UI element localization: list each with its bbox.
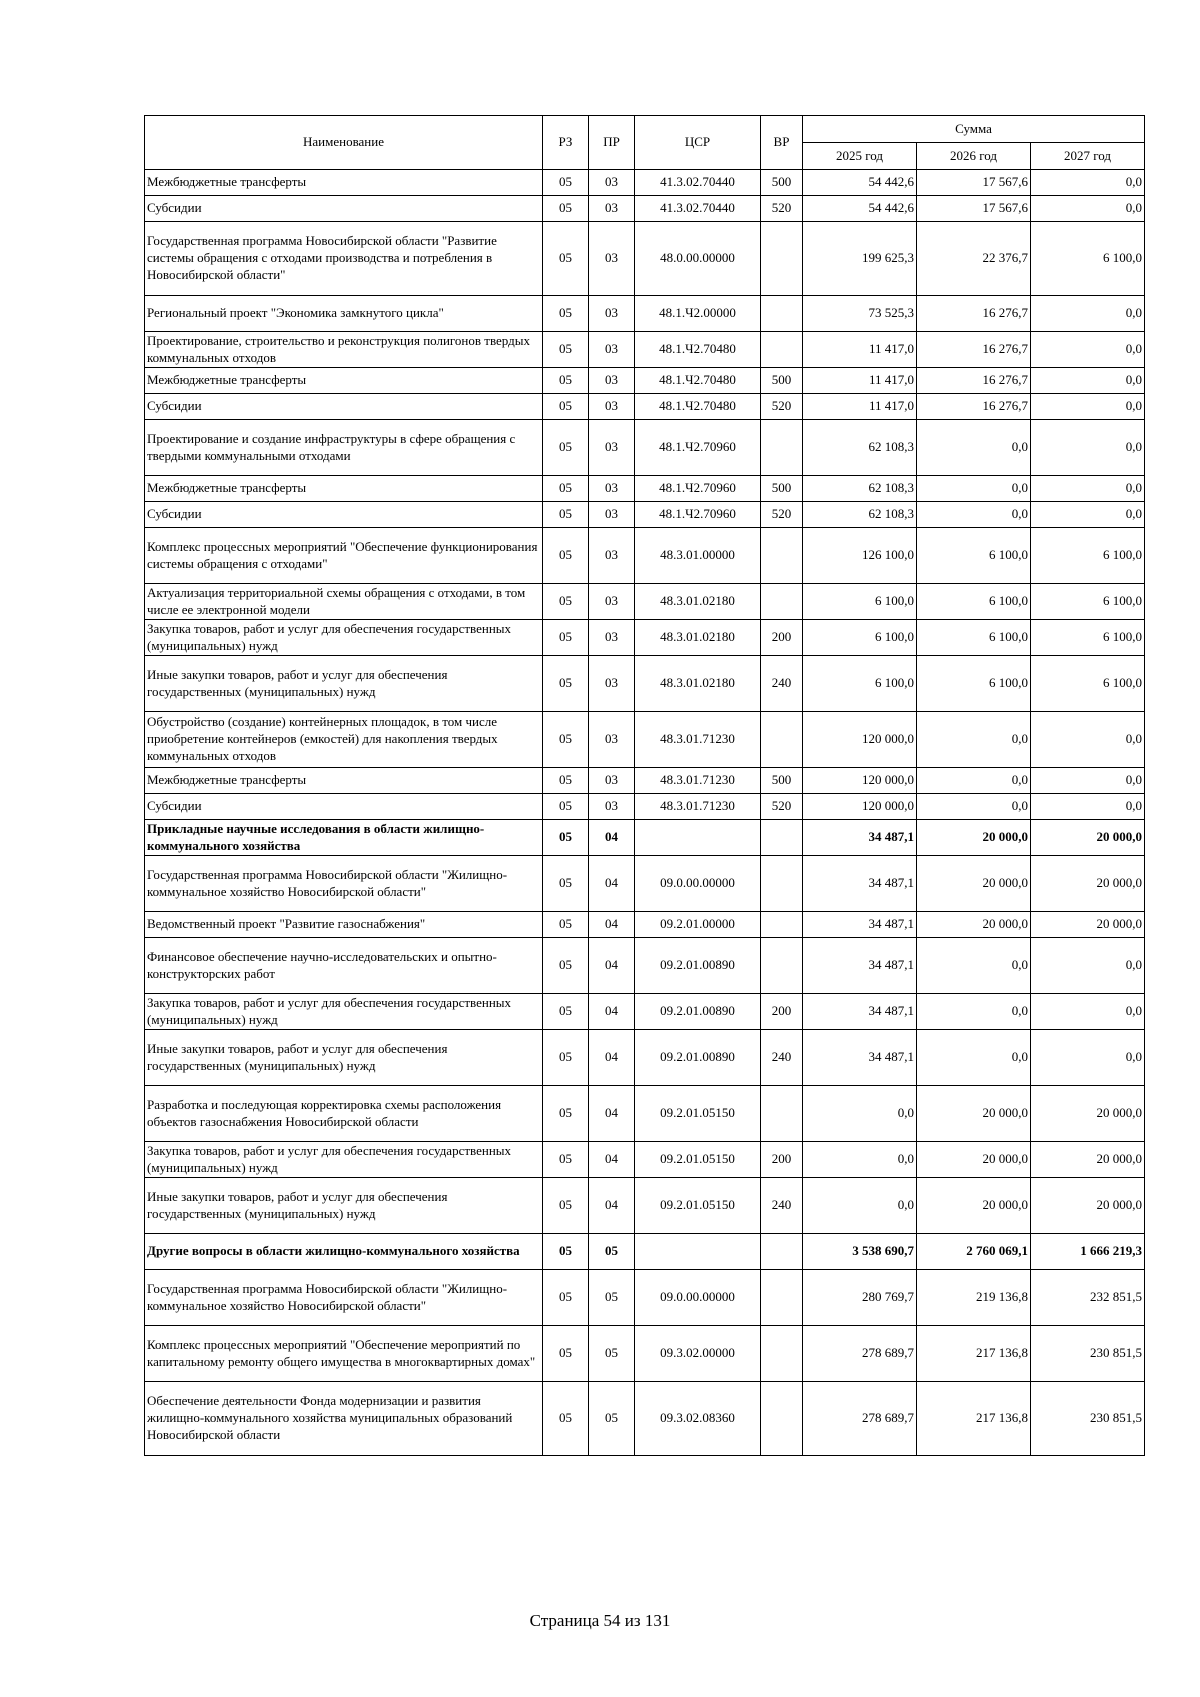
table-row xyxy=(145,912,1145,938)
row-sum-2026: 20 000,0 xyxy=(917,1142,1031,1178)
row-vr xyxy=(761,528,803,584)
row-sum-2027: 20 000,0 xyxy=(1031,856,1145,912)
row-sum-2025: 62 108,3 xyxy=(803,420,917,476)
row-sum-2027: 0,0 xyxy=(1031,368,1145,394)
row-vr: 500 xyxy=(761,368,803,394)
row-pr: 03 xyxy=(589,394,635,420)
row-csr: 09.3.02.00000 xyxy=(635,1326,761,1382)
row-csr: 48.3.01.71230 xyxy=(635,794,761,820)
table-row xyxy=(145,476,1145,502)
row-pr: 04 xyxy=(589,1142,635,1178)
row-csr: 48.1.Ч2.70960 xyxy=(635,502,761,528)
table-row xyxy=(145,1030,1145,1086)
row-name: Разработка и последующая корректировка схемы расположения объектов газоснабжения Новосибирской области xyxy=(145,1086,543,1142)
row-csr: 48.3.01.02180 xyxy=(635,656,761,712)
row-sum-2026: 20 000,0 xyxy=(917,912,1031,938)
row-csr: 09.2.01.00000 xyxy=(635,912,761,938)
row-pr: 03 xyxy=(589,222,635,296)
row-name: Проектирование, строительство и реконструкция полигонов твердых коммунальных отходов xyxy=(145,332,543,368)
row-sum-2027: 230 851,5 xyxy=(1031,1382,1145,1456)
row-sum-2027: 0,0 xyxy=(1031,196,1145,222)
row-sum-2026: 20 000,0 xyxy=(917,1178,1031,1234)
row-sum-2026: 16 276,7 xyxy=(917,332,1031,368)
row-rz: 05 xyxy=(543,584,589,620)
row-sum-2025: 278 689,7 xyxy=(803,1382,917,1456)
row-csr: 48.3.01.00000 xyxy=(635,528,761,584)
row-csr: 41.3.02.70440 xyxy=(635,196,761,222)
table-row xyxy=(145,656,1145,712)
row-vr: 200 xyxy=(761,994,803,1030)
table-header-row xyxy=(145,116,1145,143)
row-vr xyxy=(761,1270,803,1326)
header-pr: ПР xyxy=(589,116,635,170)
row-name: Обеспечение деятельности Фонда модернизации и развития жилищно-коммунального хозяйства муниципальных образований Новосибирской области xyxy=(145,1382,543,1456)
table-row xyxy=(145,856,1145,912)
row-name: Финансовое обеспечение научно-исследовательских и опытно-конструкторских работ xyxy=(145,938,543,994)
row-name: Иные закупки товаров, работ и услуг для обеспечения государственных (муниципальных) нужд xyxy=(145,1178,543,1234)
row-sum-2026: 16 276,7 xyxy=(917,368,1031,394)
row-name: Межбюджетные трансферты xyxy=(145,368,543,394)
row-vr: 240 xyxy=(761,656,803,712)
row-rz: 05 xyxy=(543,528,589,584)
row-pr: 04 xyxy=(589,1178,635,1234)
row-sum-2026: 217 136,8 xyxy=(917,1326,1031,1382)
header-vr: ВР xyxy=(761,116,803,170)
row-sum-2025: 34 487,1 xyxy=(803,820,917,856)
row-sum-2025: 6 100,0 xyxy=(803,584,917,620)
row-csr: 48.0.00.00000 xyxy=(635,222,761,296)
row-sum-2025: 278 689,7 xyxy=(803,1326,917,1382)
row-vr: 520 xyxy=(761,502,803,528)
table-row xyxy=(145,1382,1145,1456)
row-csr: 09.2.01.05150 xyxy=(635,1086,761,1142)
row-sum-2025: 199 625,3 xyxy=(803,222,917,296)
table-row xyxy=(145,1142,1145,1178)
row-vr: 240 xyxy=(761,1030,803,1086)
row-vr xyxy=(761,332,803,368)
row-rz: 05 xyxy=(543,420,589,476)
row-name: Проектирование и создание инфраструктуры в сфере обращения с твердыми коммунальными отходами xyxy=(145,420,543,476)
row-sum-2027: 0,0 xyxy=(1031,394,1145,420)
row-vr xyxy=(761,938,803,994)
row-sum-2025: 34 487,1 xyxy=(803,938,917,994)
row-csr: 09.3.02.08360 xyxy=(635,1382,761,1456)
row-pr: 05 xyxy=(589,1270,635,1326)
row-csr: 09.2.01.05150 xyxy=(635,1178,761,1234)
row-sum-2025: 120 000,0 xyxy=(803,794,917,820)
row-pr: 03 xyxy=(589,794,635,820)
row-sum-2026: 2 760 069,1 xyxy=(917,1234,1031,1270)
row-sum-2026: 0,0 xyxy=(917,420,1031,476)
row-sum-2027: 0,0 xyxy=(1031,712,1145,768)
row-sum-2026: 0,0 xyxy=(917,994,1031,1030)
row-name: Межбюджетные трансферты xyxy=(145,768,543,794)
row-vr: 500 xyxy=(761,768,803,794)
row-pr: 05 xyxy=(589,1326,635,1382)
header-year-2025: 2025 год xyxy=(803,143,917,170)
row-sum-2025: 54 442,6 xyxy=(803,170,917,196)
row-rz: 05 xyxy=(543,912,589,938)
row-rz: 05 xyxy=(543,820,589,856)
row-rz: 05 xyxy=(543,296,589,332)
row-sum-2027: 6 100,0 xyxy=(1031,656,1145,712)
table-row xyxy=(145,794,1145,820)
row-vr xyxy=(761,712,803,768)
table-row xyxy=(145,768,1145,794)
row-sum-2027: 0,0 xyxy=(1031,332,1145,368)
row-pr: 04 xyxy=(589,856,635,912)
row-vr: 200 xyxy=(761,1142,803,1178)
row-vr xyxy=(761,296,803,332)
row-sum-2025: 6 100,0 xyxy=(803,620,917,656)
row-name: Ведомственный проект "Развитие газоснабжения" xyxy=(145,912,543,938)
row-rz: 05 xyxy=(543,1178,589,1234)
row-name: Субсидии xyxy=(145,196,543,222)
row-csr xyxy=(635,1234,761,1270)
table-row xyxy=(145,820,1145,856)
table-row xyxy=(145,994,1145,1030)
row-sum-2026: 22 376,7 xyxy=(917,222,1031,296)
row-pr: 04 xyxy=(589,938,635,994)
row-csr: 41.3.02.70440 xyxy=(635,170,761,196)
row-sum-2025: 0,0 xyxy=(803,1142,917,1178)
row-sum-2026: 219 136,8 xyxy=(917,1270,1031,1326)
row-sum-2025: 120 000,0 xyxy=(803,768,917,794)
row-pr: 03 xyxy=(589,476,635,502)
row-sum-2026: 20 000,0 xyxy=(917,1086,1031,1142)
row-vr: 200 xyxy=(761,620,803,656)
row-rz: 05 xyxy=(543,1382,589,1456)
table-row xyxy=(145,170,1145,196)
row-pr: 04 xyxy=(589,994,635,1030)
row-vr: 500 xyxy=(761,170,803,196)
row-vr xyxy=(761,912,803,938)
row-sum-2025: 62 108,3 xyxy=(803,502,917,528)
row-sum-2026: 217 136,8 xyxy=(917,1382,1031,1456)
page-number: Страница 54 из 131 xyxy=(529,1611,671,1630)
row-csr: 48.3.01.71230 xyxy=(635,712,761,768)
row-csr: 48.3.01.02180 xyxy=(635,620,761,656)
row-sum-2025: 34 487,1 xyxy=(803,1030,917,1086)
row-rz: 05 xyxy=(543,794,589,820)
row-vr xyxy=(761,1086,803,1142)
row-name: Обустройство (создание) контейнерных площадок, в том числе приобретение контейнеров (емкостей) для накопления твердых коммунальных отходов xyxy=(145,712,543,768)
row-name: Субсидии xyxy=(145,502,543,528)
row-vr: 520 xyxy=(761,794,803,820)
row-sum-2025: 34 487,1 xyxy=(803,912,917,938)
row-sum-2027: 6 100,0 xyxy=(1031,528,1145,584)
row-sum-2025: 0,0 xyxy=(803,1178,917,1234)
row-name: Субсидии xyxy=(145,794,543,820)
row-rz: 05 xyxy=(543,1326,589,1382)
row-sum-2027: 20 000,0 xyxy=(1031,820,1145,856)
row-vr xyxy=(761,420,803,476)
table-row xyxy=(145,712,1145,768)
row-rz: 05 xyxy=(543,768,589,794)
row-rz: 05 xyxy=(543,502,589,528)
header-year-2026: 2026 год xyxy=(917,143,1031,170)
row-name: Другие вопросы в области жилищно-коммунального хозяйства xyxy=(145,1234,543,1270)
row-sum-2026: 6 100,0 xyxy=(917,656,1031,712)
row-csr: 09.2.01.05150 xyxy=(635,1142,761,1178)
row-pr: 03 xyxy=(589,712,635,768)
row-rz: 05 xyxy=(543,620,589,656)
row-rz: 05 xyxy=(543,1270,589,1326)
row-sum-2026: 16 276,7 xyxy=(917,296,1031,332)
row-name: Межбюджетные трансферты xyxy=(145,476,543,502)
row-pr: 03 xyxy=(589,296,635,332)
row-pr: 04 xyxy=(589,820,635,856)
row-pr: 04 xyxy=(589,1030,635,1086)
table-row xyxy=(145,420,1145,476)
table-row xyxy=(145,1086,1145,1142)
row-sum-2026: 17 567,6 xyxy=(917,196,1031,222)
row-vr xyxy=(761,1326,803,1382)
row-rz: 05 xyxy=(543,994,589,1030)
row-sum-2026: 17 567,6 xyxy=(917,170,1031,196)
row-rz: 05 xyxy=(543,1142,589,1178)
row-pr: 03 xyxy=(589,420,635,476)
row-name: Субсидии xyxy=(145,394,543,420)
row-csr: 48.3.01.02180 xyxy=(635,584,761,620)
row-sum-2025: 3 538 690,7 xyxy=(803,1234,917,1270)
row-sum-2025: 62 108,3 xyxy=(803,476,917,502)
table-row xyxy=(145,296,1145,332)
row-pr: 04 xyxy=(589,912,635,938)
table-row xyxy=(145,620,1145,656)
budget-table xyxy=(144,115,1145,1456)
row-rz: 05 xyxy=(543,196,589,222)
row-sum-2026: 6 100,0 xyxy=(917,528,1031,584)
row-sum-2027: 0,0 xyxy=(1031,476,1145,502)
row-vr: 240 xyxy=(761,1178,803,1234)
table-row xyxy=(145,584,1145,620)
row-sum-2027: 20 000,0 xyxy=(1031,1086,1145,1142)
row-sum-2026: 0,0 xyxy=(917,712,1031,768)
row-sum-2027: 230 851,5 xyxy=(1031,1326,1145,1382)
row-csr: 48.1.Ч2.70480 xyxy=(635,332,761,368)
row-sum-2026: 0,0 xyxy=(917,794,1031,820)
row-sum-2025: 120 000,0 xyxy=(803,712,917,768)
row-rz: 05 xyxy=(543,712,589,768)
row-name: Государственная программа Новосибирской области "Жилищно-коммунальное хозяйство Новосибирской области" xyxy=(145,856,543,912)
row-sum-2027: 6 100,0 xyxy=(1031,620,1145,656)
row-csr: 09.2.01.00890 xyxy=(635,994,761,1030)
row-vr xyxy=(761,1382,803,1456)
row-sum-2027: 0,0 xyxy=(1031,296,1145,332)
row-vr: 520 xyxy=(761,196,803,222)
row-vr xyxy=(761,820,803,856)
table-row xyxy=(145,394,1145,420)
table-row xyxy=(145,1326,1145,1382)
row-rz: 05 xyxy=(543,368,589,394)
row-name: Закупка товаров, работ и услуг для обеспечения государственных (муниципальных) нужд xyxy=(145,620,543,656)
row-sum-2026: 20 000,0 xyxy=(917,856,1031,912)
header-name: Наименование xyxy=(145,116,543,170)
row-sum-2025: 126 100,0 xyxy=(803,528,917,584)
row-name: Закупка товаров, работ и услуг для обеспечения государственных (муниципальных) нужд xyxy=(145,1142,543,1178)
row-vr: 500 xyxy=(761,476,803,502)
row-csr: 09.2.01.00890 xyxy=(635,938,761,994)
row-sum-2027: 20 000,0 xyxy=(1031,1142,1145,1178)
row-csr: 48.1.Ч2.00000 xyxy=(635,296,761,332)
row-sum-2025: 11 417,0 xyxy=(803,394,917,420)
table-row xyxy=(145,222,1145,296)
row-sum-2027: 0,0 xyxy=(1031,170,1145,196)
row-sum-2027: 0,0 xyxy=(1031,502,1145,528)
row-sum-2027: 232 851,5 xyxy=(1031,1270,1145,1326)
row-sum-2025: 34 487,1 xyxy=(803,994,917,1030)
row-sum-2027: 0,0 xyxy=(1031,994,1145,1030)
row-sum-2026: 0,0 xyxy=(917,502,1031,528)
row-sum-2027: 20 000,0 xyxy=(1031,1178,1145,1234)
row-pr: 05 xyxy=(589,1382,635,1456)
row-sum-2025: 34 487,1 xyxy=(803,856,917,912)
row-vr xyxy=(761,856,803,912)
row-rz: 05 xyxy=(543,1086,589,1142)
row-rz: 05 xyxy=(543,476,589,502)
row-rz: 05 xyxy=(543,938,589,994)
row-sum-2027: 6 100,0 xyxy=(1031,584,1145,620)
row-name: Комплекс процессных мероприятий "Обеспечение функционирования системы обращения с отходами" xyxy=(145,528,543,584)
row-sum-2026: 16 276,7 xyxy=(917,394,1031,420)
row-pr: 03 xyxy=(589,584,635,620)
row-csr xyxy=(635,820,761,856)
row-csr: 48.3.01.71230 xyxy=(635,768,761,794)
row-name: Иные закупки товаров, работ и услуг для обеспечения государственных (муниципальных) нужд xyxy=(145,656,543,712)
row-pr: 04 xyxy=(589,1086,635,1142)
row-pr: 03 xyxy=(589,196,635,222)
table-row xyxy=(145,938,1145,994)
row-pr: 03 xyxy=(589,656,635,712)
row-sum-2025: 54 442,6 xyxy=(803,196,917,222)
row-pr: 03 xyxy=(589,502,635,528)
row-name: Региональный проект "Экономика замкнутого цикла" xyxy=(145,296,543,332)
header-rz: РЗ xyxy=(543,116,589,170)
table-body xyxy=(145,170,1145,1456)
row-name: Межбюджетные трансферты xyxy=(145,170,543,196)
row-sum-2025: 6 100,0 xyxy=(803,656,917,712)
row-sum-2026: 20 000,0 xyxy=(917,820,1031,856)
row-sum-2027: 0,0 xyxy=(1031,938,1145,994)
row-name: Комплекс процессных мероприятий "Обеспечение мероприятий по капитальному ремонту общего имущества в многоквартирных домах" xyxy=(145,1326,543,1382)
row-pr: 03 xyxy=(589,528,635,584)
row-sum-2025: 11 417,0 xyxy=(803,332,917,368)
row-sum-2025: 280 769,7 xyxy=(803,1270,917,1326)
table-row xyxy=(145,1178,1145,1234)
row-sum-2027: 0,0 xyxy=(1031,420,1145,476)
row-pr: 03 xyxy=(589,332,635,368)
row-rz: 05 xyxy=(543,332,589,368)
row-csr: 48.1.Ч2.70960 xyxy=(635,476,761,502)
header-year-2027: 2027 год xyxy=(1031,143,1145,170)
table-row xyxy=(145,1270,1145,1326)
row-csr: 09.2.01.00890 xyxy=(635,1030,761,1086)
row-sum-2025: 11 417,0 xyxy=(803,368,917,394)
row-pr: 03 xyxy=(589,368,635,394)
table-row xyxy=(145,502,1145,528)
row-pr: 03 xyxy=(589,170,635,196)
row-csr: 48.1.Ч2.70480 xyxy=(635,394,761,420)
row-rz: 05 xyxy=(543,1234,589,1270)
table-row xyxy=(145,368,1145,394)
row-name: Актуализация территориальной схемы обращения с отходами, в том числе ее электронной модели xyxy=(145,584,543,620)
row-sum-2025: 73 525,3 xyxy=(803,296,917,332)
row-name: Государственная программа Новосибирской области "Развитие системы обращения с отходами производства и потребления в Новосибирской области" xyxy=(145,222,543,296)
table-row xyxy=(145,332,1145,368)
row-sum-2026: 6 100,0 xyxy=(917,620,1031,656)
row-name: Иные закупки товаров, работ и услуг для обеспечения государственных (муниципальных) нужд xyxy=(145,1030,543,1086)
table-row xyxy=(145,1234,1145,1270)
row-sum-2027: 20 000,0 xyxy=(1031,912,1145,938)
row-rz: 05 xyxy=(543,394,589,420)
row-name: Закупка товаров, работ и услуг для обеспечения государственных (муниципальных) нужд xyxy=(145,994,543,1030)
row-csr: 48.1.Ч2.70960 xyxy=(635,420,761,476)
row-pr: 05 xyxy=(589,1234,635,1270)
row-name: Государственная программа Новосибирской области "Жилищно-коммунальное хозяйство Новосибирской области" xyxy=(145,1270,543,1326)
row-vr xyxy=(761,1234,803,1270)
row-sum-2026: 6 100,0 xyxy=(917,584,1031,620)
row-sum-2026: 0,0 xyxy=(917,938,1031,994)
row-sum-2027: 0,0 xyxy=(1031,794,1145,820)
row-pr: 03 xyxy=(589,620,635,656)
row-name: Прикладные научные исследования в области жилищно-коммунального хозяйства xyxy=(145,820,543,856)
row-vr xyxy=(761,222,803,296)
table-row xyxy=(145,196,1145,222)
row-pr: 03 xyxy=(589,768,635,794)
row-sum-2025: 0,0 xyxy=(803,1086,917,1142)
row-vr: 520 xyxy=(761,394,803,420)
row-sum-2027: 0,0 xyxy=(1031,768,1145,794)
row-sum-2027: 6 100,0 xyxy=(1031,222,1145,296)
row-sum-2027: 0,0 xyxy=(1031,1030,1145,1086)
row-csr: 48.1.Ч2.70480 xyxy=(635,368,761,394)
row-sum-2027: 1 666 219,3 xyxy=(1031,1234,1145,1270)
row-vr xyxy=(761,584,803,620)
row-csr: 09.0.00.00000 xyxy=(635,1270,761,1326)
row-rz: 05 xyxy=(543,856,589,912)
header-sum: Сумма xyxy=(803,116,1145,143)
header-csr: ЦСР xyxy=(635,116,761,170)
row-sum-2026: 0,0 xyxy=(917,476,1031,502)
row-sum-2026: 0,0 xyxy=(917,1030,1031,1086)
row-rz: 05 xyxy=(543,222,589,296)
row-rz: 05 xyxy=(543,1030,589,1086)
row-sum-2026: 0,0 xyxy=(917,768,1031,794)
row-rz: 05 xyxy=(543,656,589,712)
row-csr: 09.0.00.00000 xyxy=(635,856,761,912)
table-row xyxy=(145,528,1145,584)
row-rz: 05 xyxy=(543,170,589,196)
